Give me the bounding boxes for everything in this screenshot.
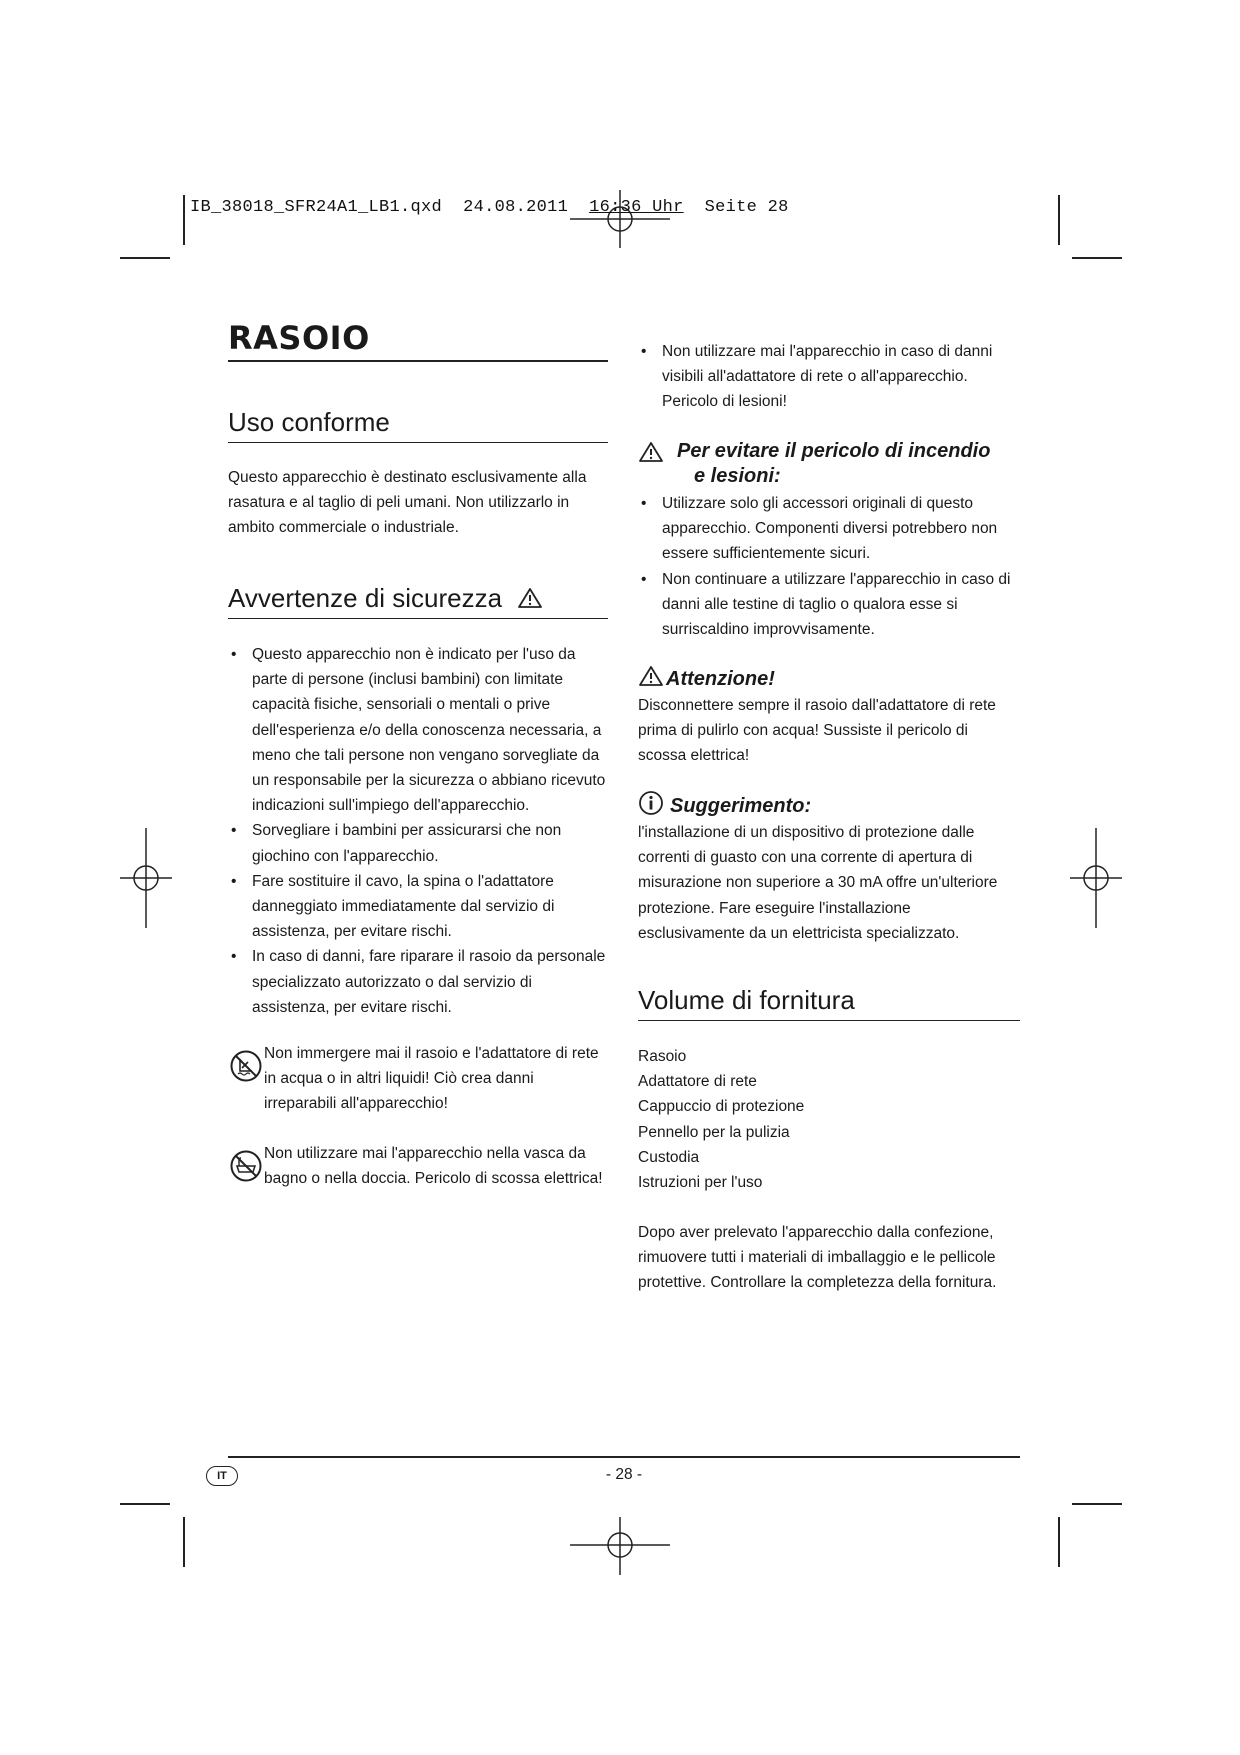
list-item: • In caso di danni, fare riparare il rasoio da personale specializzato autorizzato o dal servizio di assistenza, per evitare rischi. bbox=[228, 944, 608, 1020]
section-suggerimento bbox=[638, 790, 1020, 946]
crop-mark bbox=[120, 1503, 170, 1505]
list-item: • Utilizzare solo gli accessori originali di questo apparecchio. Componenti diversi potrebbero non essere sufficientemente sicuri. bbox=[638, 491, 1020, 567]
no-bathtub-icon bbox=[229, 1149, 263, 1183]
warning-triangle-icon bbox=[638, 441, 664, 463]
warning-triangle-icon bbox=[517, 587, 543, 609]
crop-mark bbox=[1072, 1503, 1122, 1505]
list-item: • Fare sostituire il cavo, la spina o l'adattatore danneggiato immediatamente dal servizio di assistenza, per evitare rischi. bbox=[228, 869, 608, 945]
file-slug bbox=[190, 198, 789, 217]
list-item: • Non utilizzare mai l'apparecchio in caso di danni visibili all'adattatore di rete o all'apparecchio. Pericolo di lesioni! bbox=[638, 339, 1020, 415]
volume-items-list bbox=[638, 1044, 1020, 1195]
section-volume-fornitura bbox=[638, 984, 1020, 1021]
list-item: Pennello per la pulizia bbox=[638, 1123, 790, 1141]
suggerimento-heading bbox=[638, 790, 1020, 819]
page-number: - 28 - bbox=[605, 1466, 643, 1483]
language-badge bbox=[206, 1466, 238, 1486]
list-item: Adattatore di rete bbox=[638, 1073, 757, 1091]
footer-rule bbox=[228, 1456, 1020, 1458]
heading-volume-fornitura: Volume di fornitura bbox=[638, 984, 1020, 1021]
no-water-immersion-icon bbox=[229, 1049, 263, 1083]
suggerimento-heading-label: Suggerimento: bbox=[670, 795, 812, 817]
slug-time: 16:36 Uhr bbox=[589, 198, 684, 217]
uso-conforme-text: Questo apparecchio è destinato esclusivamente alla rasatura e al taglio di peli umani. Non utilizzarlo in ambito commerciale o industriale. bbox=[228, 469, 587, 537]
right-top-list bbox=[638, 339, 1020, 415]
list-item: Istruzioni per l'uso bbox=[638, 1174, 763, 1192]
fire-warning-heading-line2: e lesioni: bbox=[694, 465, 781, 487]
page-title: RASOIO bbox=[228, 318, 608, 362]
list-item: Cappuccio di protezione bbox=[638, 1098, 805, 1116]
list-item: • Sorvegliare i bambini per assicurarsi che non giochino con l'apparecchio. bbox=[228, 818, 608, 868]
crop-mark bbox=[183, 1517, 185, 1567]
registration-mark-bottom bbox=[570, 1517, 670, 1575]
crop-mark bbox=[183, 195, 185, 245]
section-uso-conforme bbox=[228, 406, 608, 541]
volume-text: Dopo aver prelevato l'apparecchio dalla confezione, rimuovere tutti i materiali di imballaggio e le pellicole protettive. Controllare la completezza della fornitura. bbox=[638, 1224, 997, 1292]
list-item: • Non continuare a utilizzare l'apparecchio in caso di danni alle testine di taglio o qualora esse si surriscaldino improvvisamente. bbox=[638, 567, 1020, 643]
list-item: • Questo apparecchio non è indicato per l'uso da parte di persone (inclusi bambini) con limitate capacità fisiche, sensoriali o mentali o prive dell'esperienza e/o della conoscenza necessaria, a meno che tali persone non vengano sorvegliate da un responsabile per la sicurezza o abbiano ricevuto indicazioni sull'impiego dell'apparecchio. bbox=[228, 642, 608, 818]
heading-avvertenze-label: Avvertenze di sicurezza bbox=[228, 583, 503, 613]
crop-mark bbox=[1058, 195, 1060, 245]
info-icon bbox=[638, 790, 664, 816]
fire-warning-list bbox=[638, 491, 1020, 642]
no-water-text: Non immergere mai il rasoio e l'adattatore di rete in acqua o in altri liquidi! Ciò crea danni irreparabili all'apparecchio! bbox=[264, 1045, 599, 1113]
fire-warning-heading bbox=[638, 439, 1020, 489]
heading-uso-conforme: Uso conforme bbox=[228, 406, 608, 443]
crop-mark bbox=[1058, 1517, 1060, 1567]
crop-mark bbox=[1072, 257, 1122, 259]
crop-mark bbox=[120, 257, 170, 259]
registration-mark-left bbox=[120, 828, 172, 928]
heading-avvertenze bbox=[228, 582, 608, 619]
avvertenze-list bbox=[228, 642, 608, 1020]
attenzione-heading-label: Attenzione! bbox=[666, 668, 775, 690]
section-fire-warning bbox=[638, 439, 1020, 642]
slug-date: 24.08.2011 bbox=[463, 198, 569, 217]
warning-triangle-icon bbox=[638, 665, 664, 687]
attenzione-text: Disconnettere sempre il rasoio dall'adattatore di rete prima di pulirlo con acqua! Sussiste il pericolo di scossa elettrica! bbox=[638, 697, 996, 765]
no-bath-text: Non utilizzare mai l'apparecchio nella vasca da bagno o nella doccia. Pericolo di scossa elettrica! bbox=[264, 1145, 603, 1188]
fire-warning-heading-line1: Per evitare il pericolo di incendio bbox=[677, 440, 991, 462]
list-item: Rasoio bbox=[638, 1048, 687, 1065]
section-avvertenze bbox=[228, 582, 608, 619]
registration-mark-right bbox=[1070, 828, 1122, 928]
list-item: Custodia bbox=[638, 1148, 700, 1166]
slug-file: IB_38018_SFR24A1_LB1.qxd bbox=[190, 198, 443, 217]
section-attenzione bbox=[638, 665, 1020, 769]
language-badge-label: IT bbox=[217, 1470, 227, 1482]
slug-page: Seite 28 bbox=[704, 198, 789, 217]
suggerimento-text: l'installazione di un dispositivo di protezione dalle correnti di guasto con una corrente di apertura di misurazione non superiore a 30 mA offre un'ulteriore protezione. Fare eseguire l'installazione esclusivamente da un elettricista specializzato. bbox=[638, 824, 998, 942]
attenzione-heading bbox=[638, 665, 1020, 692]
